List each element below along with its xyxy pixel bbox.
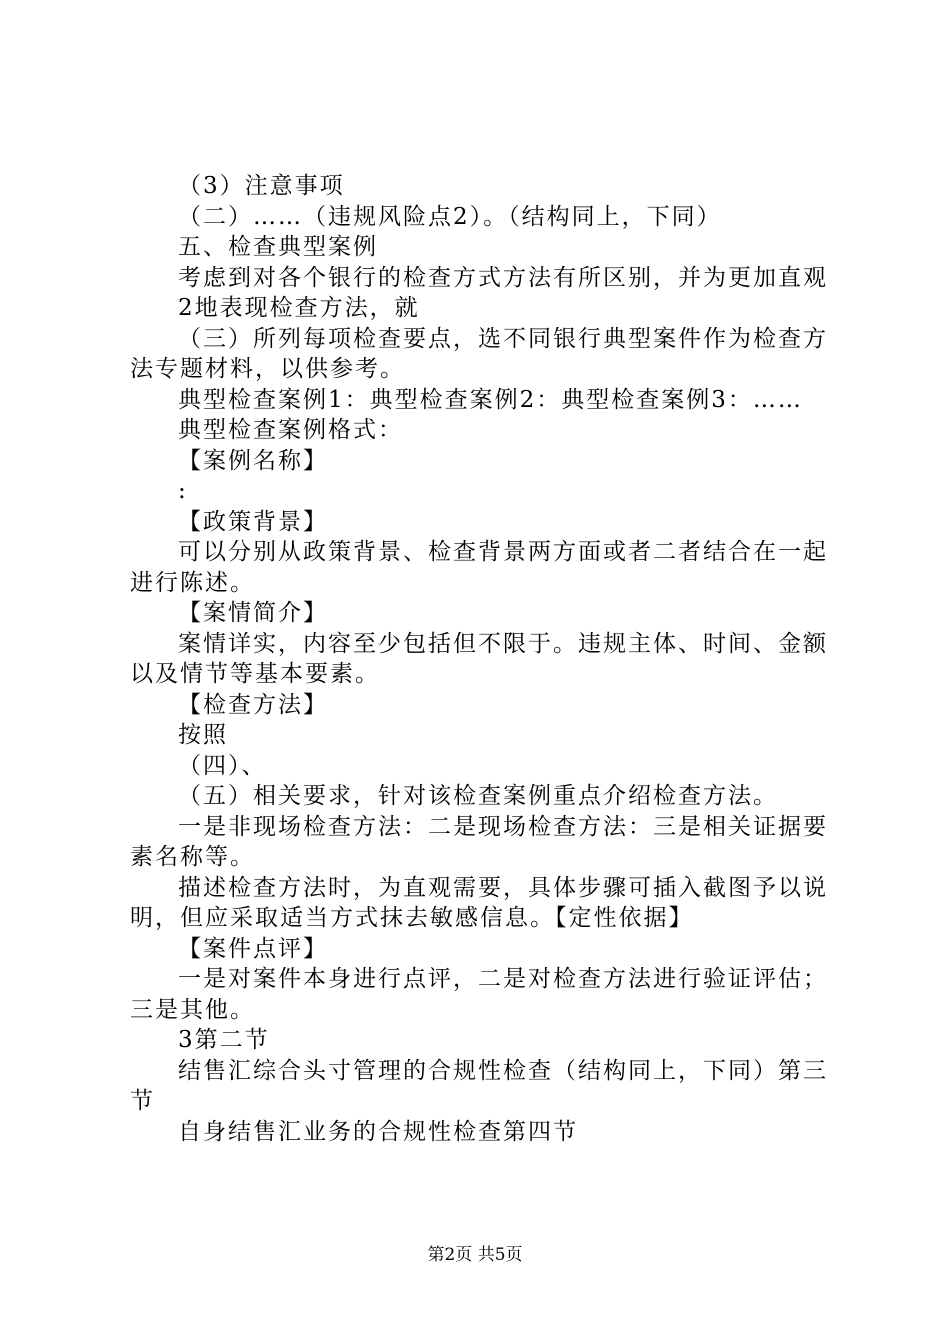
paragraph: 可以分别从政策背景、检查背景两方面或者二者结合在一起进行陈述。 bbox=[130, 539, 828, 596]
paragraph: 典型检查案例1：典型检查案例2：典型检查案例3：…… bbox=[178, 386, 803, 413]
paragraph: : bbox=[178, 478, 188, 504]
case-field-heading: 【检查方法】 bbox=[178, 691, 328, 718]
paragraph: 2地表现检查方法，就 bbox=[178, 295, 420, 321]
case-field-heading: 【政策背景】 bbox=[178, 508, 328, 535]
paragraph: （3）注意事项 bbox=[178, 173, 345, 199]
case-field-heading: 【案情简介】 bbox=[178, 600, 328, 626]
paragraph: 考虑到对各个银行的检查方式方法有所区别，并为更加直观 bbox=[178, 264, 828, 291]
paragraph: 结售汇综合头寸管理的合规性检查（结构同上，下同）第三节 bbox=[130, 1057, 828, 1114]
paragraph: 一是对案件本身进行点评，二是对检查方法进行验证评估；三是其他。 bbox=[130, 966, 828, 1023]
paragraph: 一是非现场检查方法：二是现场检查方法：三是相关证据要素名称等。 bbox=[130, 813, 828, 870]
paragraph: 描述检查方法时，为直观需要，具体步骤可插入截图予以说明，但应采取适当方式抹去敏感信息。【定性依据】 bbox=[130, 874, 828, 931]
page-number-footer: 第2页 共5页 bbox=[427, 1245, 523, 1265]
paragraph: 案情详实，内容至少包括但不限于。违规主体、时间、金额以及情节等基本要素。 bbox=[130, 630, 828, 687]
section-heading: 五、检查典型案例 bbox=[178, 234, 378, 260]
case-field-heading: 【案例名称】 bbox=[178, 447, 328, 474]
paragraph: 按照 bbox=[178, 722, 228, 748]
paragraph: （四）、 bbox=[178, 752, 267, 779]
paragraph: （三）所列每项检查要点，选不同银行典型案件作为检查方法专题材料，以供参考。 bbox=[130, 325, 828, 382]
paragraph: （五）相关要求，针对该检查案例重点介绍检查方法。 bbox=[178, 783, 778, 809]
case-field-heading: 【案件点评】 bbox=[178, 935, 328, 962]
paragraph: 3第二节 bbox=[178, 1027, 270, 1053]
paragraph: 典型检查案例格式： bbox=[178, 417, 403, 443]
paragraph: 自身结售汇业务的合规性检查第四节 bbox=[178, 1118, 578, 1145]
paragraph: （二）……（违规风险点2）。（结构同上，下同） bbox=[178, 203, 722, 230]
document-body bbox=[130, 171, 835, 1147]
